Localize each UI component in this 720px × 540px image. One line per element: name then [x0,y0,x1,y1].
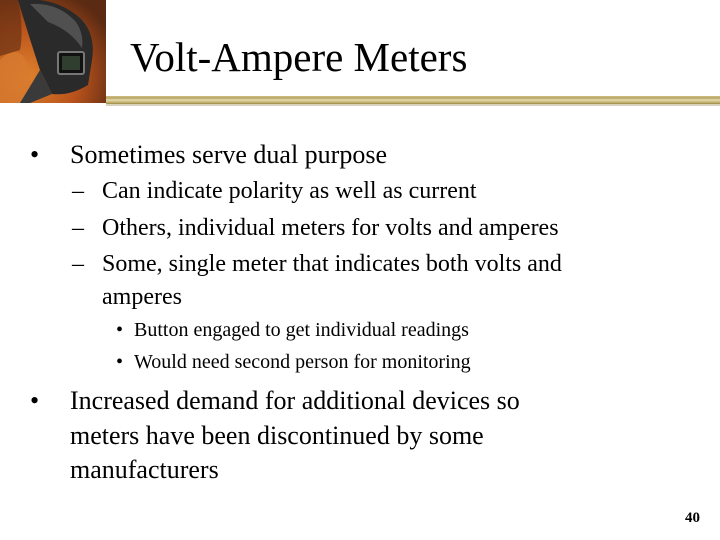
bullet-text-line-3: manufacturers [70,455,219,484]
welder-helmet-photo [0,0,106,103]
dash-marker: – [72,215,84,241]
sub-bullet-text-line-2: amperes [102,284,182,310]
dash-marker: – [72,178,84,204]
sub-bullet-text: Others, individual meters for volts and amperes [102,215,559,241]
page-number: 40 [685,510,700,526]
sub-bullet-text: Can indicate polarity as well as current [102,178,477,204]
sub-bullet-text-line-1: Some, single meter that indicates both volts and [102,251,562,277]
title-divider-shadow [106,104,720,106]
bullet-marker: • [116,319,124,341]
bullet-text-line-2: meters have been discontinued by some [70,421,484,450]
bullet-text: Sometimes serve dual purpose [70,140,387,169]
title-divider-rule [106,96,720,104]
dash-marker: – [72,251,84,277]
sub-sub-bullet-text: Button engaged to get individual readings [134,319,469,341]
bullet-marker: • [30,386,40,415]
bullet-marker: • [30,140,40,169]
bullet-text-line-1: Increased demand for additional devices so [70,386,520,415]
slide-title: Volt-Ampere Meters [130,34,468,80]
bullet-marker: • [116,351,124,373]
sub-sub-bullet-text: Would need second person for monitoring [134,351,471,373]
